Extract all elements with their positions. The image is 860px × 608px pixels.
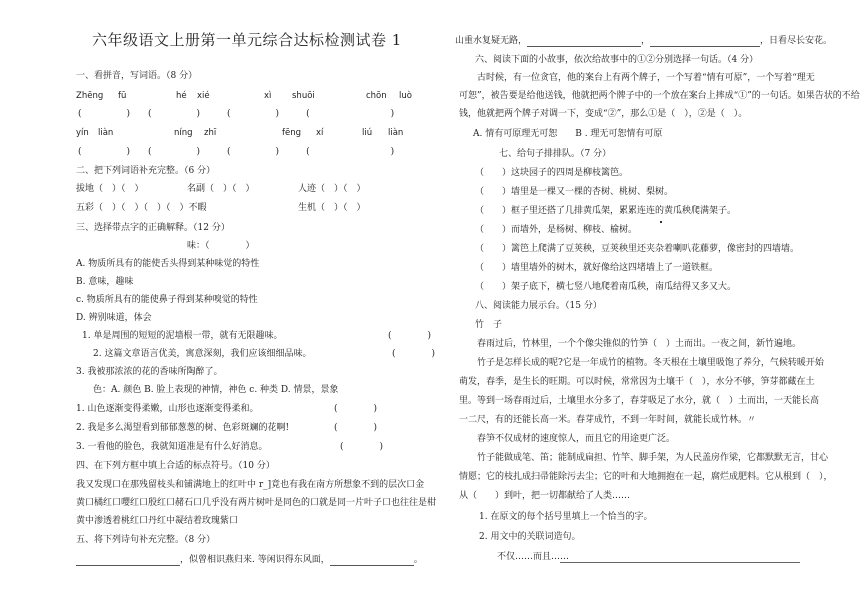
passage-text: 竹子是怎样长成的呢?它是一年成竹的植物。冬天根在土壤里吸饱了养分，气候转暖开始 [477,358,824,368]
q3-option-d: D. 辨别味道，体会 [76,313,152,323]
q4-passage: 我又发现口在那残留枝头和铺满地上的红叶中 r_]竟也有我在南方所想象不到的层次口金 [76,480,425,490]
q7-item: （ ）而墙外，是杨树、柳枝、榆树。 [475,225,638,235]
pinyin: liú [362,128,373,138]
q4-heading: 四、在下列方框中填上合适的标点符号。（10 分） [76,461,275,471]
pinyin: xié [197,91,210,101]
q8-heading: 八、阅读能力展示台。（15 分） [475,301,602,311]
q7-item: （ ）框子里还搭了几排黄瓜架，累累连连的黄瓜秧爬满架子。 [475,206,737,216]
pinyin: xí [316,128,324,138]
q3-word: 味：（ ） [187,241,255,251]
pinyin: liàn [98,128,114,138]
answer-paren: ( ) [340,442,384,452]
q7-item: （ ）墙里墙外的树木，就好像给这四堵墙上了一道铁框。 [475,263,719,273]
q7-item: （ ）架子底下，横七竖八地爬着南瓜秧，南瓜结得又多又大。 [475,282,737,292]
q6-options: A. 情有可原理无可恕 B . 理无可恕情有可原 [473,129,663,139]
passage-text: 萌发，春季，是生长的旺期。可以时候，常常因为土壤干（ ），水分不够，笋芽都藏在土 [459,377,815,387]
q8-subquestion: 1. 在原文的每个括号里填上一个恰当的字。 [479,512,653,522]
answer-paren: ( ) [334,404,378,414]
answer-paren: ( ) [388,331,432,341]
answer-line[interactable] [560,562,800,563]
pinyin: liàn [388,128,404,138]
q6-story: 钱，他就把两个牌子对调一下，变成“②”，那么①是（ ），②是（ ）。 [459,109,748,119]
q6-heading: 六、阅读下面的小故事，依次给故事中的①②分别选择一句话。（4 分） [475,55,759,65]
passage-text: 一二尺，有的还能长高一米。春芽成竹，不到一年时间，就能长成竹林。〃 [459,415,757,425]
q7-item: （ ）墙里是一棵又一棵的杏树、桃树、梨树。 [475,187,674,197]
stray-mark [660,221,662,223]
fill-blank[interactable] [330,565,414,566]
fill-blank[interactable] [650,46,760,47]
q5-text: ，日看尽长安花。 [760,36,833,46]
q3-option-a: A. 物质所具有的能使舌头得到某种味觉的特性 [76,259,260,269]
q3-option-b: B. 意味，趣味 [76,277,134,287]
q3-sentence: 2. 这篇文章语言优美，寓意深刻，我们应该细细品味。 [93,349,312,359]
passage-title: 竹 子 [475,320,503,330]
q3-sentence: 2. 我是多么渴望看到郁郁葱葱的树、色彩斑斓的花啊! [76,423,290,433]
passage-text: 竹子能做成笔、笛；能制成扁担、竹竿、脚手架，为人民盖房作梁，它都默默无言，甘心 [477,453,829,463]
passage-text: 情愿；它的枝扎成扫帚能除污去尘；它的叶和大地拥抱在一起，腐烂成肥料。它从根到（ ）， [459,472,833,482]
pinyin: Zhēng [76,91,104,101]
q5-text: ， [641,36,651,46]
passage-text: 里。等到一场春雨过后，土壤里水分多了，春芽吸足了水分，就（ ）土而出，一天能长高 [459,396,820,406]
q5-continued [455,35,832,47]
q3-sentence: 3. 一看他的脸色，我就知道准是有什么好消息。 [76,442,268,452]
pinyin: xì [264,91,272,101]
answer-parens-row: ( ) ( ) ( ) ( ) [78,147,395,157]
pinyin: chōn [366,91,387,101]
pinyin: fēng [282,128,302,138]
q7-item: （ ）这块园子的四周是柳枝篱笆。 [475,168,629,178]
passage-text: 从（ ）到叶，把一切都献给了人类…… [459,491,631,501]
q1-heading: 一、看拼音，写词语。（8 分） [76,71,198,81]
q3-sentence: 1. 山色逐渐变得柔嫩，山形也逐渐变得柔和。 [76,404,259,414]
q4-passage: 黄口橘红口嘤红口殷红口赭石口几乎没有两片树叶是同色的口就是同一片叶子口也往往是柑 [76,498,437,508]
q5-text: ，似曾相识燕归来. 等闲识得东风面， [180,555,330,565]
q6-story: 可恕”，被告要是给他送钱，他就把两个牌子中的一个放在案台上摔成“①”的一句话。如果告状的不给 [459,91,860,101]
passage-text: 春雨过后，竹林里，一个个像尖锥似的竹笋（ ）土而出。一夜之间，新竹遍地。 [477,339,802,349]
q8-prompt: 不仅……而且…… [497,552,570,562]
q3-option-c: c. 物质所具有的能使鼻子得到某种嗅觉的特性 [76,295,258,305]
pinyin: luò [399,91,412,101]
q2-item: 五彩（ ）（ ）（ ）（ ）不暇 [76,203,207,213]
q2-item: 人迹（ ）（ ） [298,184,366,194]
q7-item: （ ）篱笆上爬满了豆荚秧，豆荚秧里还夹杂着喇叭花藤萝，像密封的四墙墙。 [475,244,800,254]
q3-sentence: 3. 我被那浓浓的花的香味所陶醉了。 [76,367,223,377]
fill-blank[interactable] [76,565,180,566]
answer-paren: ( ) [392,349,436,359]
pinyin: fū [118,91,127,101]
answer-parens-row: ( ) ( ) ( ) ( ) [78,109,395,119]
passage-text: 春笋不仅成材的速度惊人，而且它的用途更广泛。 [477,434,676,444]
q3-color-options: 色：A. 颜色 B. 脸上表现的神情，神色 c. 种类 D. 情景，景象 [93,385,339,395]
q5-heading: 五、将下列诗句补充完整。（8 分） [76,535,216,545]
q3-sentence: 1. 单是周围的短短的泥墙根一带，就有无限趣味。 [82,331,283,341]
q6-story: 古时候，有一位贪官，他的案台上有两个牌子，一个写着“情有可原”，一个写着“理无 [477,73,815,83]
page-title: 六年级语文上册第一单元综合达标检测试卷 1 [92,31,402,49]
pinyin: yín [76,128,89,138]
q2-item: 名副（ ）（ ） [187,184,255,194]
pinyin: hé [176,91,187,101]
pinyin: shuōi [292,91,315,101]
q5-line [76,554,423,566]
q2-item: 生机（ ）（ ） [298,203,366,213]
q5-text: 山重水复疑无路， [455,36,528,46]
answer-paren: ( ) [334,423,378,433]
q2-item: 拔地（ ）（ ） [76,184,144,194]
q7-heading: 七、给句子排排队。（7 分） [499,149,612,159]
pinyin: zhī [204,128,217,138]
q5-text: 。 [413,555,423,565]
q4-passage: 黄中渗透着桃红口丹红中凝结着玫瑰紫口 [76,516,239,526]
q8-subquestion: 2. 用文中的关联词造句。 [479,532,581,542]
fill-blank[interactable] [527,46,641,47]
pinyin: níng [174,128,193,138]
q3-heading: 三、选择带点字的正确解释。（12 分） [76,223,230,233]
q2-heading: 二、把下列词语补充完整。（6 分） [76,166,216,176]
